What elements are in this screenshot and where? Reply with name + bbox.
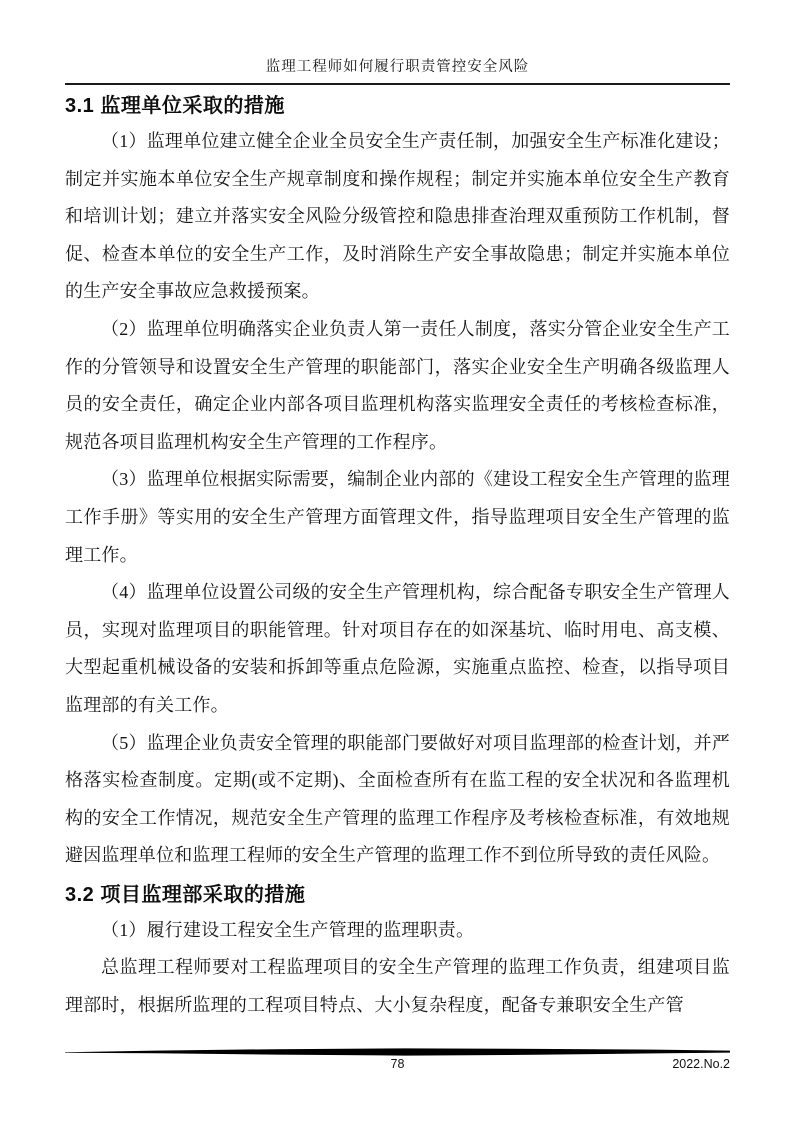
body-paragraph: （5）监理企业负责安全管理的职能部门要做好对项目监理部的检查计划，并严格落实检查制度。定期(或不定期)、全面检查所有在监工程的安全状况和各监理机构的安全工作情况，规范安全生产管理的监理工作程序及考核检查标准，有效地规避因监理单位和监理工程师的安全生产管理的监理工作不到位所导致的责任风险。 (65, 732, 730, 866)
body-paragraph: 总监理工程师要对工程监理项目的安全生产管理的监理工作负责，组建项目监理部时，根据所监理的工程项目特点、大小复杂程度，配备专兼职安全生产管 (65, 957, 730, 1016)
issue-label: 2022.No.2 (672, 1057, 730, 1071)
body-paragraph: （2）监理单位明确落实企业负责人第一责任人制度，落实分管企业安全生产工作的分管领导和设置安全生产管理的职能部门，落实企业安全生产明确各级监理人员的安全责任，确定企业内部各项目监理机构落实监理安全责任的考核检查标准，规范各项目监理机构安全生产管理的工作程序。 (65, 318, 730, 452)
page-content (65, 0, 730, 1025)
page-footer (65, 1048, 730, 1075)
footer-bar (65, 1048, 730, 1057)
footer-text-row (65, 1057, 730, 1075)
body-paragraph: （1）监理单位建立健全企业全员安全生产责任制，加强安全生产标准化建设；制定并实施本单位安全生产规章制度和操作规程；制定并实施本单位安全生产教育和培训计划；建立并落实安全风险分级管控和隐患排查治理双重预防工作机制，督促、检查本单位的安全生产工作，及时消除生产安全事故隐患；制定并实施本单位的生产安全事故应急救援预案。 (65, 131, 730, 302)
header-rule (65, 83, 730, 85)
body-paragraph: （1）履行建设工程安全生产管理的监理职责。 (101, 919, 475, 940)
page-number: 78 (390, 1057, 405, 1071)
running-title: 监理工程师如何履行职责管控安全风险 (265, 59, 530, 75)
section-heading-3-1: 3.1 监理单位采取的措施 (65, 95, 285, 117)
body-paragraph: （4）监理单位设置公司级的安全生产管理机构，综合配备专职安全生产管理人员，实现对监理项目的职能管理。针对项目存在的如深基坑、临时用电、高支模、大型起重机械设备的安装和拆卸等重点危险源，实施重点监控、检查，以指导项目监理部的有关工作。 (65, 582, 730, 715)
section-heading-3-2: 3.2 项目监理部采取的措施 (65, 883, 306, 906)
body-paragraph: （3）监理单位根据实际需要，编制企业内部的《建设工程安全生产管理的监理工作手册》等实用的安全生产管理方面管理文件，指导监理项目安全生产管理的监理工作。 (65, 469, 730, 565)
